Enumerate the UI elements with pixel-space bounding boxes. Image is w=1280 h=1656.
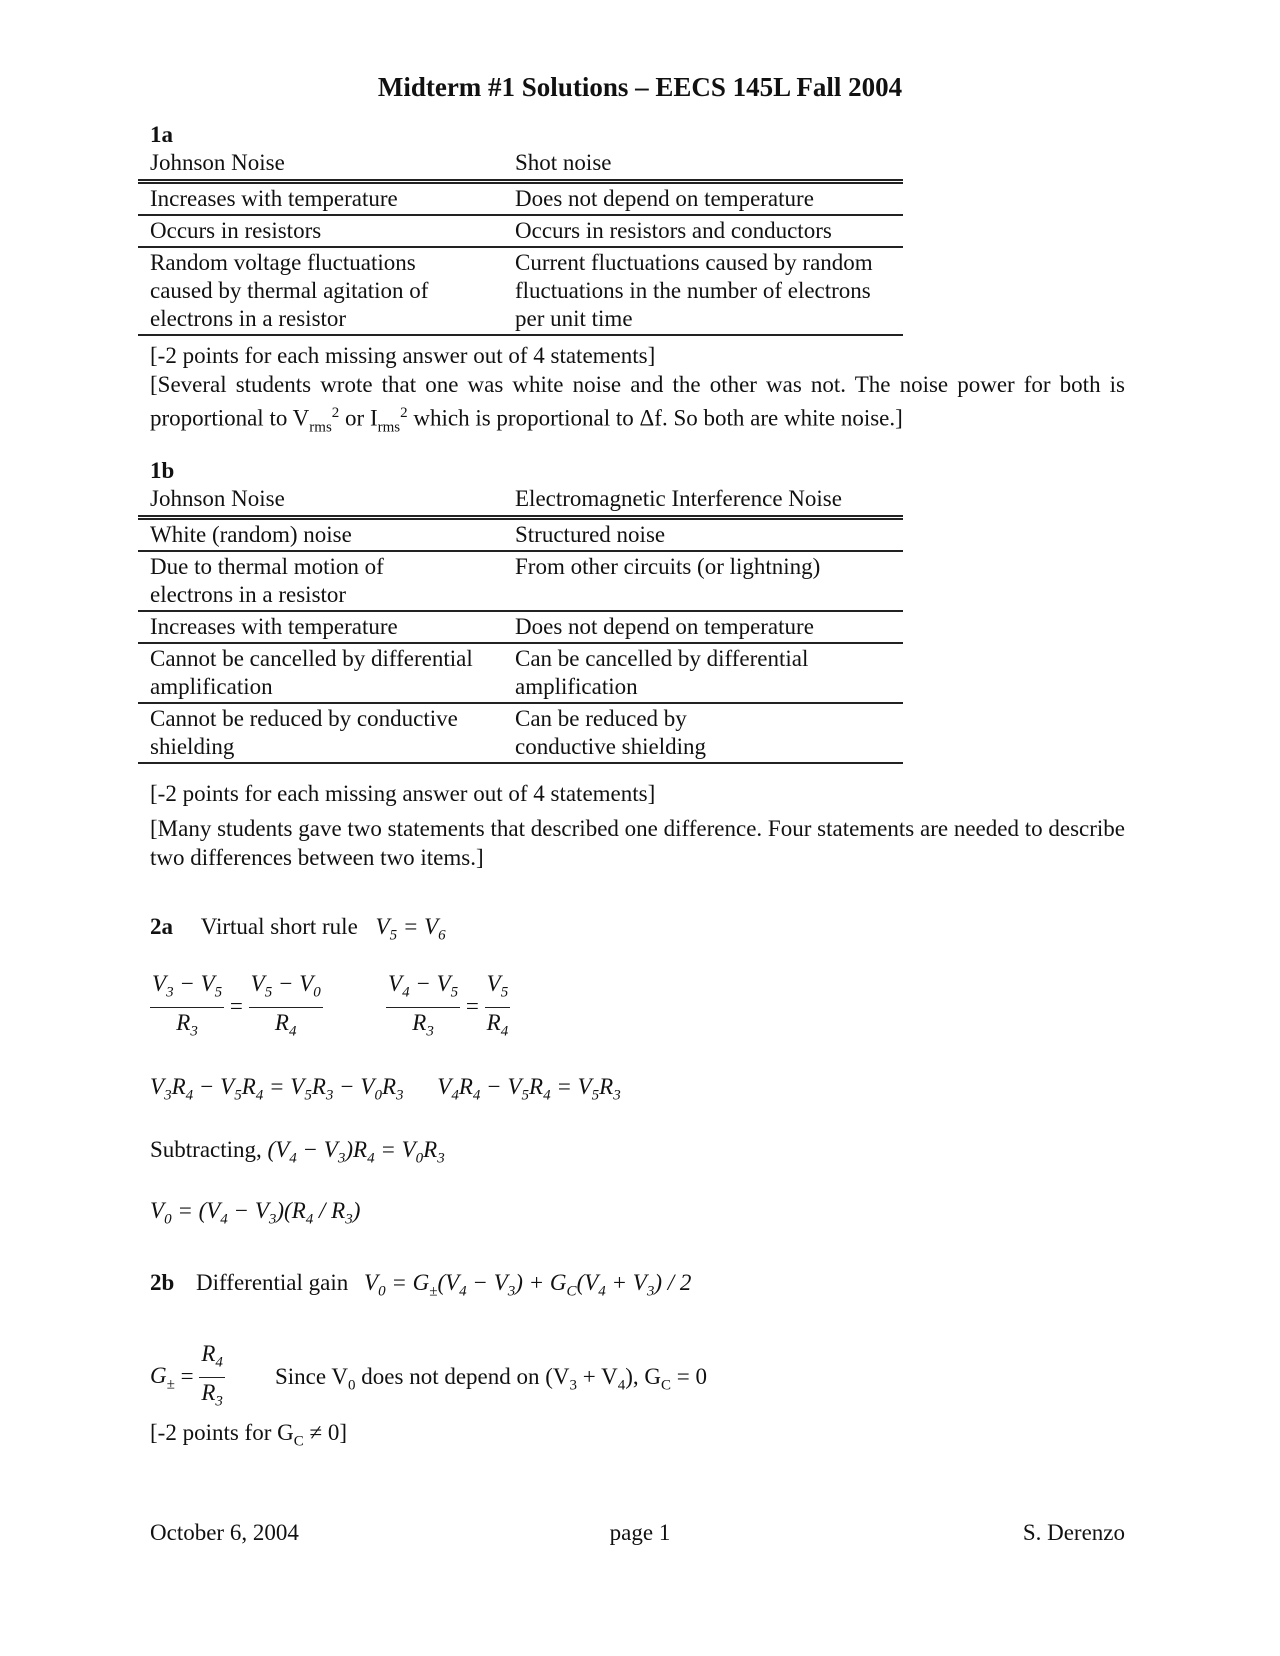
table-cell: Random voltage fluctuations caused by thermal agitation of electrons in a resistor <box>138 247 503 335</box>
table-row <box>138 611 903 643</box>
table-row <box>138 215 903 247</box>
table-cell: Increases with temperature <box>138 611 503 643</box>
table-1a-header-col2: Shot noise <box>503 148 903 182</box>
table-cell: Current fluctuations caused by random fluctuations in the number of electrons per unit time <box>503 247 903 335</box>
table-cell: From other circuits (or lightning) <box>503 551 903 611</box>
table-cell: White (random) noise <box>138 518 503 552</box>
section-2a-label: 2a <box>150 914 173 939</box>
equation-expanded: $V_3R_4 - V_5R_4 = V_5R_3 - V_0R_3$ $V_4R_4 - V_5R_4 = V_5R_3$ <box>150 1074 621 1104</box>
table-cell: Increases with temperature <box>138 182 503 216</box>
footer-author: S. Derenzo <box>1022 1520 1125 1545</box>
table-row <box>138 182 903 216</box>
table-1b <box>138 484 903 764</box>
equation-v5-v6: $V_5 = V_6$ <box>375 914 446 944</box>
table-1b-header-col2: Electromagnetic Interference Noise <box>503 484 903 518</box>
table-row <box>138 551 903 611</box>
since-statement: Since $V_0$ does not depend on $(V_3 + V_4)$, $G_C = 0$ <box>275 1364 707 1394</box>
table-cell: Due to thermal motion of electrons in a resistor <box>138 551 503 611</box>
section-1b-note: [Many students gave two statements that described one difference. Four statements are needed to describe two differences between two items.] <box>150 816 1125 870</box>
footer-page-number: page 1 <box>609 1520 671 1545</box>
equation-subtracting: Subtracting, $(V_4 - V_3)R_4 = V_0R_3$ <box>150 1137 445 1167</box>
table-cell: Occurs in resistors <box>138 215 503 247</box>
table-1a-header-col1: Johnson Noise <box>138 148 503 182</box>
table-1a <box>138 148 903 336</box>
section-1a-label: 1a <box>150 122 173 147</box>
table-cell: Cannot be reduced by conductive shielding <box>138 703 503 763</box>
table-1b-header-col1: Johnson Noise <box>138 484 503 518</box>
equation-v0-result: $V_0 = (V_4 - V_3)(R_4 / R_3)$ <box>150 1198 361 1228</box>
section-2b-points: [-2 points for $G_C \ne 0$] <box>150 1420 348 1450</box>
equation-node-4: $\frac{V_4 - V_5}{R_3}$ = $\frac{V_5}{R_4}$ <box>388 971 509 1040</box>
table-cell: Cannot be cancelled by differential amplification <box>138 643 503 703</box>
section-1b-label: 1b <box>150 458 175 483</box>
equation-gain-ratio: $G_\pm$ = $\frac{R_4}{R_3}$ <box>150 1341 223 1410</box>
equation-v0-gain: $V_0 = G_\pm(V_4 - V_3) + G_C(V_4 + V_3) / 2$ <box>364 1270 692 1300</box>
table-cell: Can be reduced by conductive shielding <box>503 703 903 763</box>
footer-date: October 6, 2004 <box>150 1520 299 1545</box>
section-2a-line <box>150 912 446 951</box>
virtual-short-rule-label: Virtual short rule <box>200 914 358 939</box>
table-row <box>138 643 903 703</box>
table-cell: Occurs in resistors and conductors <box>503 215 903 247</box>
equation-node-3: $\frac{V_3 - V_5}{R_3}$ = $\frac{V_5 - V_0}{R_4}$ <box>152 971 321 1040</box>
table-cell: Can be cancelled by differential amplification <box>503 643 903 703</box>
section-1a-points: [-2 points for each missing answer out of 4 statements] <box>150 343 656 368</box>
table-row <box>138 247 903 335</box>
table-cell: Structured noise <box>503 518 903 552</box>
section-1a-note: [Several students wrote that one was white noise and the other was not. The noise power for both is proportional to $V_{rms}^2$ or $I_{rms}^2$ which is proportional to Δf. So both are white noise.] <box>150 372 1125 436</box>
table-row <box>138 518 903 552</box>
section-2b-label: 2b <box>150 1270 175 1295</box>
table-cell: Does not depend on temperature <box>503 182 903 216</box>
table-cell: Does not depend on temperature <box>503 611 903 643</box>
section-2b-line <box>150 1268 691 1307</box>
section-1b-points: [-2 points for each missing answer out of 4 statements] <box>150 781 656 806</box>
page-title: Midterm #1 Solutions – EECS 145L Fall 2004 <box>377 72 903 102</box>
differential-gain-label: Differential gain <box>196 1270 349 1295</box>
table-row <box>138 703 903 763</box>
